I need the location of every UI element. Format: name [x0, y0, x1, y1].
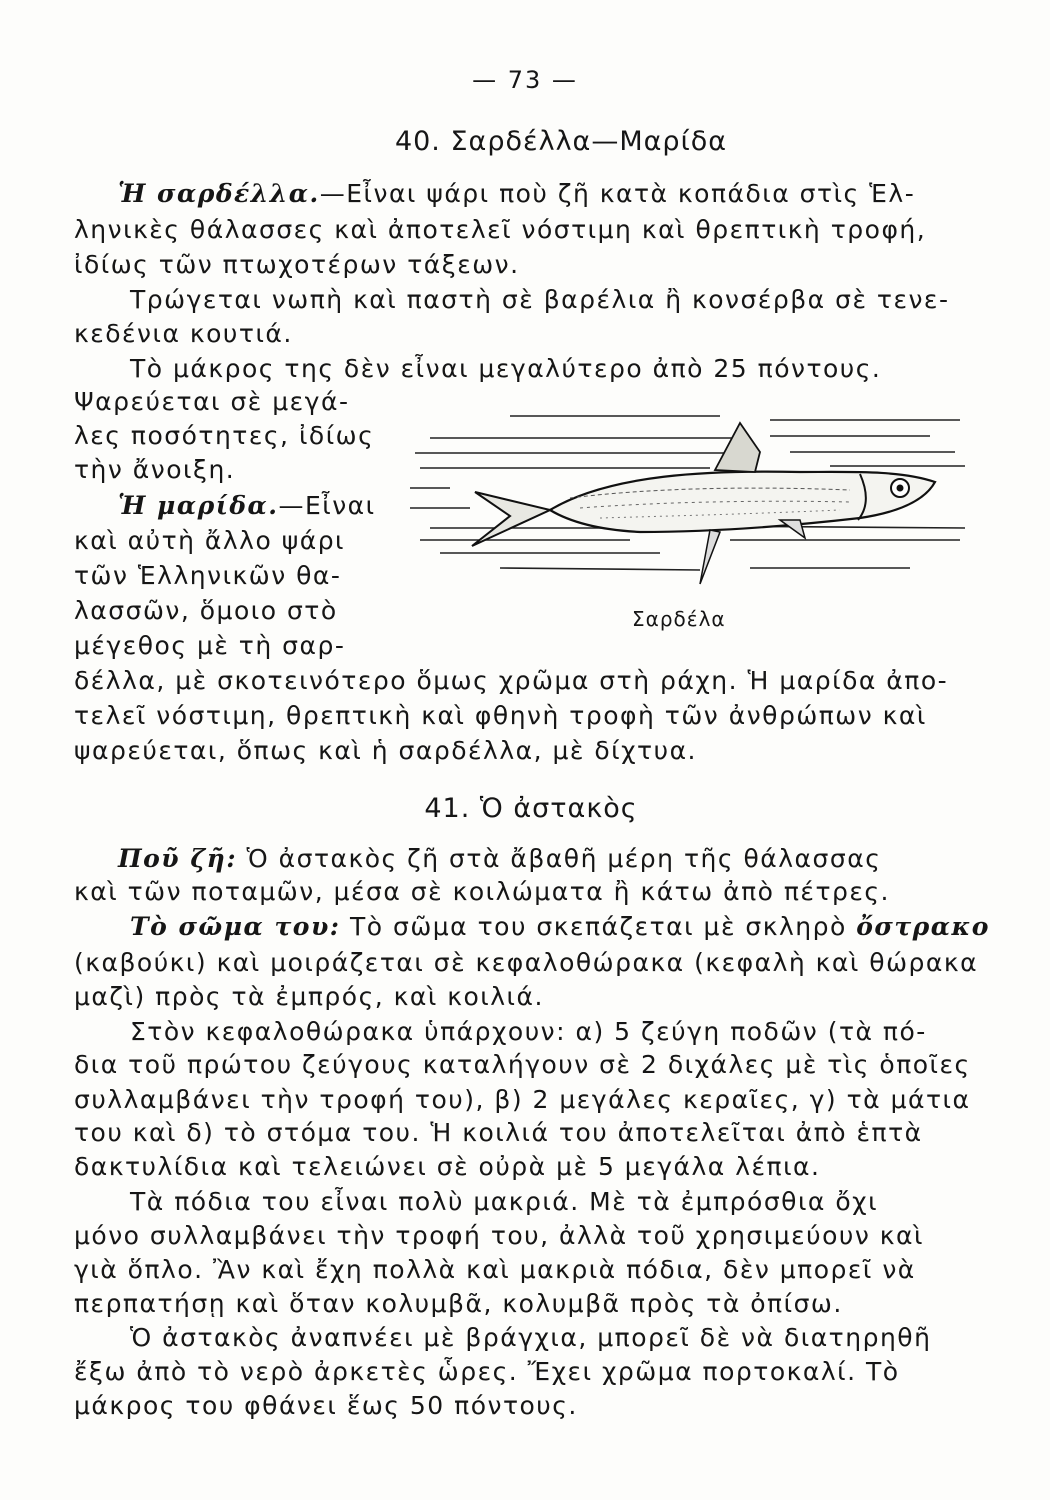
paragraph-line: περπατήσῃ καὶ ὅταν κολυμβᾶ, κολυμβᾶ πρὸς τὰ ὀπίσω. — [74, 1289, 843, 1318]
paragraph-line: δέλλα, μὲ σκοτεινότερο ὅμως χρῶμα στὴ ράχη. Ἡ μαρίδα ἀπο- — [74, 666, 949, 695]
paragraph-line: Στὸν κεφαλοθώρακα ὑπάρχουν: α) 5 ζεύγη ποδῶν (τὰ πό- — [130, 1017, 927, 1046]
paragraph-line: ληνικὲς θάλασσες καὶ ἀποτελεῖ νόστιμη καὶ θρεπτικὴ τροφή, — [74, 215, 927, 244]
paragraph-line: Τρώγεται νωπὴ καὶ παστὴ σὲ βαρέλια ἢ κονσέρβα σὲ τενε- — [130, 285, 950, 314]
paragraph-line: ψαρεύεται, ὅπως καὶ ἡ σαρδέλλα, μὲ δίχτυα. — [74, 736, 697, 765]
sardine-illustration — [410, 408, 970, 588]
paragraph-line: Ἡ μαρίδα.—Εἶναι — [118, 491, 376, 520]
paragraph-line: δακτυλίδια καὶ τελειώνει σὲ οὐρὰ μὲ 5 μεγάλα λέπια. — [74, 1152, 821, 1181]
paragraph-line: Ψαρεύεται σὲ μεγά- — [74, 387, 350, 416]
paragraph-line: Ὁ ἀστακὸς ἀναπνέει μὲ βράγχια, μπορεῖ δὲ νὰ διατηρηθῆ — [130, 1323, 932, 1352]
paragraph-line: λασσῶν, ὅμοιο στὸ — [74, 596, 338, 625]
page-number: — 73 — — [472, 66, 578, 94]
marida-lead: Ἡ μαρίδα. — [118, 491, 279, 520]
figure-caption: Σαρδέλα — [632, 607, 726, 631]
paragraph-line: μάκρος του φθάνει ἕως 50 πόντους. — [74, 1391, 578, 1420]
paragraph-line: μέγεθος μὲ τὴ σαρ- — [74, 631, 346, 660]
paragraph-line: Ποῦ ζῆ: Ὁ ἀστακὸς ζῆ στὰ ἄβαθῆ μέρη τῆς θάλασσας — [118, 844, 882, 873]
paragraph-line: συλλαμβάνει τὴν τροφή του), β) 2 μεγάλες κεραῖες, γ) τὰ μάτια — [74, 1085, 971, 1114]
paragraph-line: Τὰ πόδια του εἶναι πολὺ μακριά. Μὲ τὰ ἐμπρόσθια ὄχι — [130, 1187, 879, 1216]
section-41-title: 41. Ὁ ἀστακὸς — [424, 793, 638, 824]
body-lead: Τὸ σῶμα του: — [130, 912, 341, 941]
section-40-title: 40. Σαρδέλλα—Μαρίδα — [394, 126, 728, 157]
paragraph-line: κεδένια κουτιά. — [74, 319, 293, 348]
paragraph-line: του καὶ δ) τὸ στόμα του. Ἡ κοιλιά του ἀποτελεῖται ἀπὸ ἑπτὰ — [74, 1118, 923, 1147]
paragraph-line: λες ποσότητες, ἰδίως — [74, 421, 375, 450]
shell-term: ὄστρακο — [856, 912, 990, 941]
paragraph-line: Τὸ μάκρος της δὲν εἶναι μεγαλύτερο ἀπὸ 25 πόντους. — [130, 354, 882, 383]
fish-body — [472, 423, 935, 584]
paragraph-line: δια τοῦ πρώτου ζεύγους καταλήγουν σὲ 2 διχάλες μὲ τὶς ὁποῖες — [74, 1050, 971, 1079]
paragraph-line: καὶ αὐτὴ ἄλλο ψάρι — [74, 526, 346, 555]
paragraph-line: τῶν Ἑλληνικῶν θα- — [74, 561, 342, 590]
paragraph-line: τὴν ἄνοιξη. — [74, 455, 236, 484]
sardine-lead: Ἡ σαρδέλλα. — [118, 179, 320, 208]
paragraph-line: ἔξω ἀπὸ τὸ νερὸ ἀρκετὲς ὧρες. Ἔχει χρῶμα πορτοκαλί. Τὸ — [74, 1357, 900, 1386]
paragraph-line: (καβούκι) καὶ μοιράζεται σὲ κεφαλοθώρακα (κεφαλὴ καὶ θώρακα — [74, 948, 979, 977]
paragraph-line: τελεῖ νόστιμη, θρεπτικὴ καὶ φθηνὴ τροφὴ τῶν ἀνθρώπων καὶ — [74, 701, 927, 730]
where-lead: Ποῦ ζῆ: — [118, 844, 238, 873]
paragraph-line: μαζὶ) πρὸς τὰ ἐμπρός, καὶ κοιλιά. — [74, 982, 544, 1011]
paragraph-line: Ἡ σαρδέλλα.—Εἶναι ψάρι ποὺ ζῆ κατὰ κοπάδια στὶς Ἑλ- — [118, 179, 916, 208]
paragraph-line: μόνο συλλαμβάνει τὴν τροφή του, ἀλλὰ τοῦ χρησιμεύουν καὶ — [74, 1221, 924, 1250]
paragraph-line: ἰδίως τῶν πτωχοτέρων τάξεων. — [74, 250, 520, 279]
paragraph-line: Τὸ σῶμα του: Τὸ σῶμα του σκεπάζεται μὲ σκληρὸ ὄστρακο — [130, 912, 990, 941]
paragraph-line: καὶ τῶν ποταμῶν, μέσα σὲ κοιλώματα ἢ κάτω ἀπὸ πέτρες. — [74, 877, 890, 906]
paragraph-line: γιὰ ὅπλο. Ἂν καὶ ἔχη πολλὰ καὶ μακριὰ πόδια, δὲν μπορεῖ νὰ — [74, 1255, 916, 1284]
